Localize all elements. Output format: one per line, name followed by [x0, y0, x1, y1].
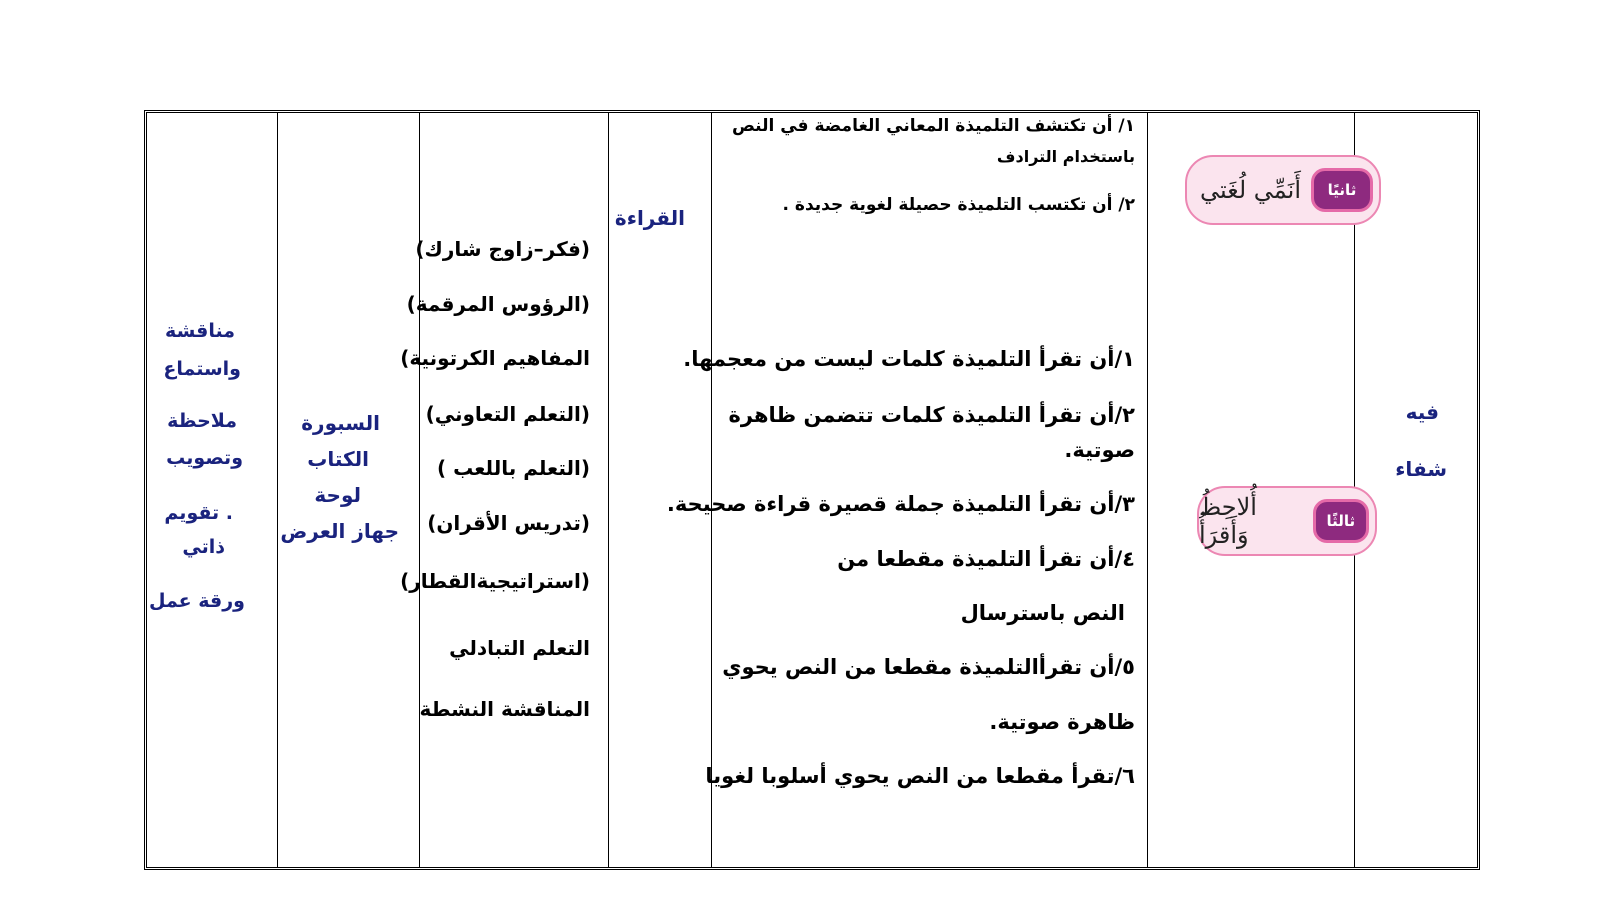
strategy-item: (استراتيجيةالقطار)	[400, 569, 590, 593]
objective-line: ٣/أن تقرأ التلميذة جملة قصيرة قراءة صحيحة.	[666, 492, 1135, 516]
section-label: أَنَمِّي لُغَتي	[1200, 176, 1301, 204]
objective-line: ظاهرة صوتية.	[989, 710, 1135, 734]
strategy-item: (التعلم التعاوني)	[425, 402, 590, 426]
evaluation-item: مناقشة	[165, 320, 235, 342]
evaluation-item: وتصويب	[166, 447, 243, 469]
section-number-tag: ثانيًا	[1311, 168, 1373, 212]
evaluation-item: ورقة عمل	[148, 590, 245, 612]
resource-item: السبورة	[301, 411, 380, 435]
lesson-title-line: فيه	[1405, 400, 1439, 424]
section-badge-vocab	[1185, 155, 1381, 225]
section-badge-reading	[1197, 486, 1377, 556]
evaluation-item: ملاحظة	[167, 410, 237, 432]
strategy-item: (تدريس الأقران)	[427, 511, 590, 535]
strategy-item: (فكر–زاوج شارك)	[415, 237, 590, 261]
skill-label: القراءة	[614, 206, 685, 230]
strategy-item: (الرؤوس المرقمة)	[406, 292, 590, 316]
strategy-item: التعلم التبادلي	[449, 636, 590, 660]
evaluation-item: واستماع	[163, 358, 241, 380]
objective-line: ٢/أن تقرأ التلميذة كلمات تتضمن ظاهرة	[728, 403, 1135, 427]
objective-line: النص باسترسال	[960, 601, 1125, 625]
objective-line: ١/أن تقرأ التلميذة كلمات ليست من معجمها.	[683, 347, 1135, 371]
strategy-item: المفاهيم الكرتونية)	[400, 346, 590, 370]
strategy-item: المناقشة النشطة	[419, 697, 590, 721]
column-divider	[711, 113, 712, 867]
objective-line: ٢/ أن تكتسب التلميذة حصيلة لغوية جديدة .	[782, 195, 1135, 215]
objective-line: باستخدام الترادف	[996, 147, 1135, 166]
column-divider	[608, 113, 609, 867]
column-divider	[1147, 113, 1148, 867]
lesson-title-line: شفاء	[1395, 457, 1447, 481]
evaluation-item: ذاتي	[182, 536, 225, 558]
strategy-item: (التعلم باللعب )	[436, 456, 590, 480]
objective-line: ٦/تقرأ مقطعا من النص يحوي أسلوبا لغويا	[705, 764, 1135, 788]
objective-line: صوتية.	[1064, 438, 1135, 462]
objective-line: ١/ أن تكتشف التلميذة المعاني الغامضة في النص	[731, 116, 1135, 136]
objective-line: ٤/أن تقرأ التلميذة مقطعا من	[837, 547, 1135, 571]
section-label: أُلاحِظُ وَأَقرَأُ	[1199, 493, 1257, 549]
section-number-tag: ثالثًا	[1313, 499, 1369, 543]
objective-line: ٥/أن تقرأالتلميذة مقطعا من النص يحوي	[722, 655, 1135, 679]
evaluation-item: . تقويم	[164, 502, 233, 524]
resource-item: لوحة	[314, 483, 361, 507]
lesson-plan-table	[144, 110, 1480, 870]
column-divider	[277, 113, 278, 867]
resource-item: الكتاب	[307, 447, 369, 471]
resource-item: جهاز العرض	[280, 519, 399, 543]
column-divider	[419, 113, 420, 867]
